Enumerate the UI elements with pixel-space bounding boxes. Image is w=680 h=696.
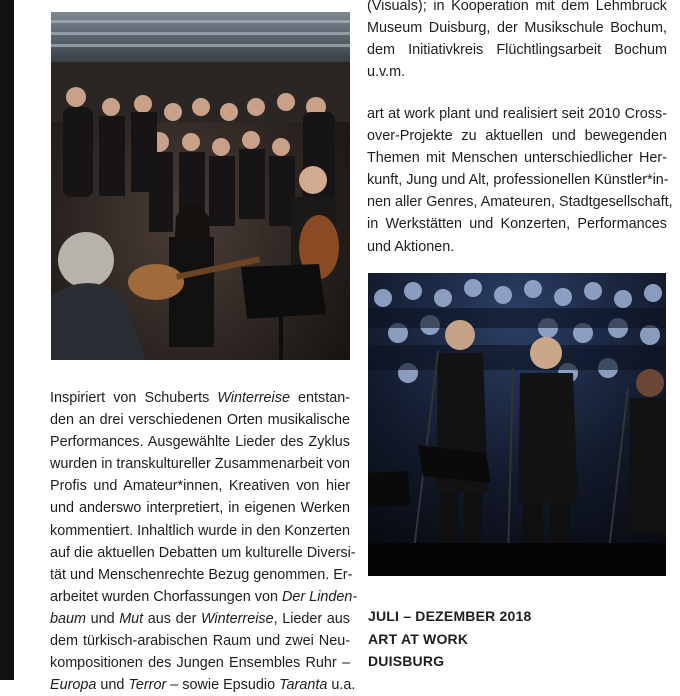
text-line: dem Initiativkreis Flüchtlingsarbeit Bochum — [367, 42, 667, 59]
work-title: baum — [50, 610, 86, 627]
text-line: kompositionen des Jungen Ensembles Ruhr – — [50, 655, 350, 672]
event-city: DUISBURG — [368, 653, 445, 669]
text-line: kommentiert. Inhaltlich wurde in den Konzerten — [50, 522, 350, 539]
text-run: und — [96, 677, 129, 694]
text-line: nen aller Genres, Amateuren, Stadtgesellschaft, — [367, 194, 673, 211]
work-title: Terror — [128, 677, 167, 694]
orchestra-choir-illustration — [51, 12, 350, 360]
work-title: Winterreise — [217, 390, 290, 406]
text-run: – sowie Epsudio — [166, 677, 280, 694]
text-line: tät und Menschenrechte Bezug genommen. Er- — [50, 566, 353, 583]
text-line: Museum Duisburg, der Musikschule Bochum, — [367, 20, 667, 37]
text-line: und Aktionen. — [367, 238, 455, 255]
text-run: u.a. — [327, 677, 356, 694]
text-line: kunft, Jung und Alt, professionellen Künstler*in- — [367, 172, 669, 189]
text-run: , Lieder aus — [273, 610, 350, 627]
choir-performance-photo — [368, 273, 666, 576]
text-run: arbeitet wurden Chorfassungen von — [50, 588, 282, 605]
text-line: den an drei verschiedenen Orten musikalische — [50, 412, 350, 429]
text-line: in Werkstätten und Konzerten, Performances — [367, 216, 667, 233]
text-line: dem türkisch-arabischen Raum und zwei Neu- — [50, 633, 350, 650]
text-line: wurden in transkultureller Zusammenarbeit von — [50, 456, 350, 473]
work-title: Der Linden- — [282, 588, 358, 605]
orchestra-choir-photo — [51, 12, 350, 360]
text-run: entstan- — [289, 390, 351, 406]
text-line: over-Projekte zu aktuellen und bewegenden — [367, 128, 667, 145]
intro-continued-paragraph — [367, 0, 667, 83]
text-line — [50, 608, 350, 630]
work-title: Taranta — [279, 677, 328, 694]
text-line: art at work plant und realisiert seit 2010 Cross- — [367, 106, 667, 122]
text-line: und anderswo interpretiert, in eigenen Werken — [50, 500, 350, 517]
work-title: Europa — [50, 677, 97, 694]
project-description-paragraph — [50, 387, 358, 696]
text-run: Inspiriert von Schuberts — [50, 390, 218, 406]
event-date: JULI – DEZEMBER 2018 — [368, 608, 532, 624]
text-line: (Visuals); in Kooperation mit dem Lehmbruck — [367, 0, 667, 14]
text-line: auf die aktuellen Debatten um kulturelle Diversi- — [50, 544, 356, 561]
about-art-at-work-paragraph — [367, 103, 673, 258]
text-line: Performances. Ausgewählte Lieder des Zyklus — [50, 434, 350, 451]
text-run: aus der — [143, 610, 201, 627]
work-title: Winterreise — [200, 610, 274, 627]
text-line — [50, 387, 350, 409]
work-title: Mut — [119, 610, 144, 627]
text-line: Themen mit Menschen unterschiedlicher Her- — [367, 150, 667, 167]
text-run: und — [86, 610, 120, 627]
text-line: u.v.m. — [367, 64, 406, 81]
event-info — [368, 605, 532, 673]
event-organizer: ART AT WORK — [368, 630, 469, 647]
text-line — [50, 674, 356, 696]
choir-performance-illustration — [368, 273, 666, 576]
text-line: Profis und Amateur*innen, Kreativen von hier — [50, 478, 350, 495]
text-line — [50, 586, 358, 608]
page-edge-rule — [0, 0, 14, 680]
